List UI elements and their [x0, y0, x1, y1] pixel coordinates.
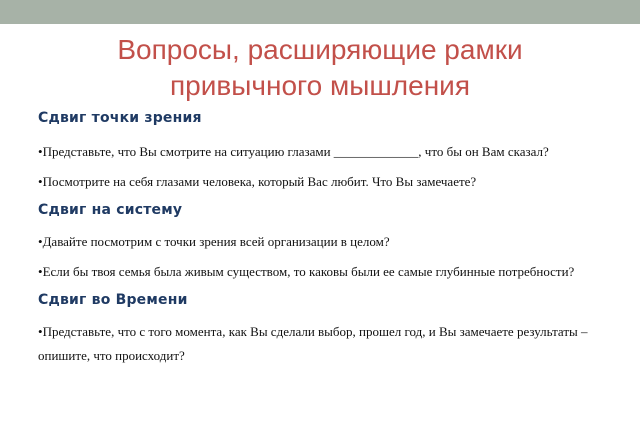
section-heading-system: Сдвиг на систему: [38, 202, 183, 218]
slide-title: [40, 32, 600, 104]
slide-content: [38, 110, 598, 368]
bullet-text: Представьте, что Вы смотрите на ситуацию глазами _____________, что бы он Вам сказал?: [42, 144, 549, 159]
bullet-item: [38, 320, 598, 368]
top-band: [0, 0, 640, 24]
bullet-text: Посмотрите на себя глазами человека, который Вас любит. Что Вы замечаете?: [42, 174, 477, 189]
bullet-item: [38, 230, 598, 254]
bullet-item: [38, 260, 598, 284]
bullet-dot-icon: •: [38, 264, 43, 279]
slide-title-line-2: привычного мышления: [170, 70, 470, 101]
slide-title-line-1: Вопросы, расширяющие рамки: [117, 34, 523, 65]
bullet-text: Представьте, что с того момента, как Вы сделали выбор, прошел год, и Вы замечаете результаты – опишите, что происходит?: [38, 324, 588, 363]
bullet-dot-icon: •: [38, 144, 43, 159]
section-heading-viewpoint: Сдвиг точки зрения: [38, 110, 202, 126]
bullet-item: [38, 140, 598, 164]
bullet-dot-icon: •: [38, 324, 43, 339]
bullet-dot-icon: •: [38, 234, 43, 249]
section-heading-time: Сдвиг во Времени: [38, 292, 188, 308]
bullet-dot-icon: •: [38, 174, 43, 189]
bullet-item: [38, 170, 598, 194]
bullet-text: Давайте посмотрим с точки зрения всей организации в целом?: [42, 234, 390, 249]
bullet-text: Если бы твоя семья была живым существом, то каковы были ее самые глубинные потребности?: [42, 264, 575, 279]
